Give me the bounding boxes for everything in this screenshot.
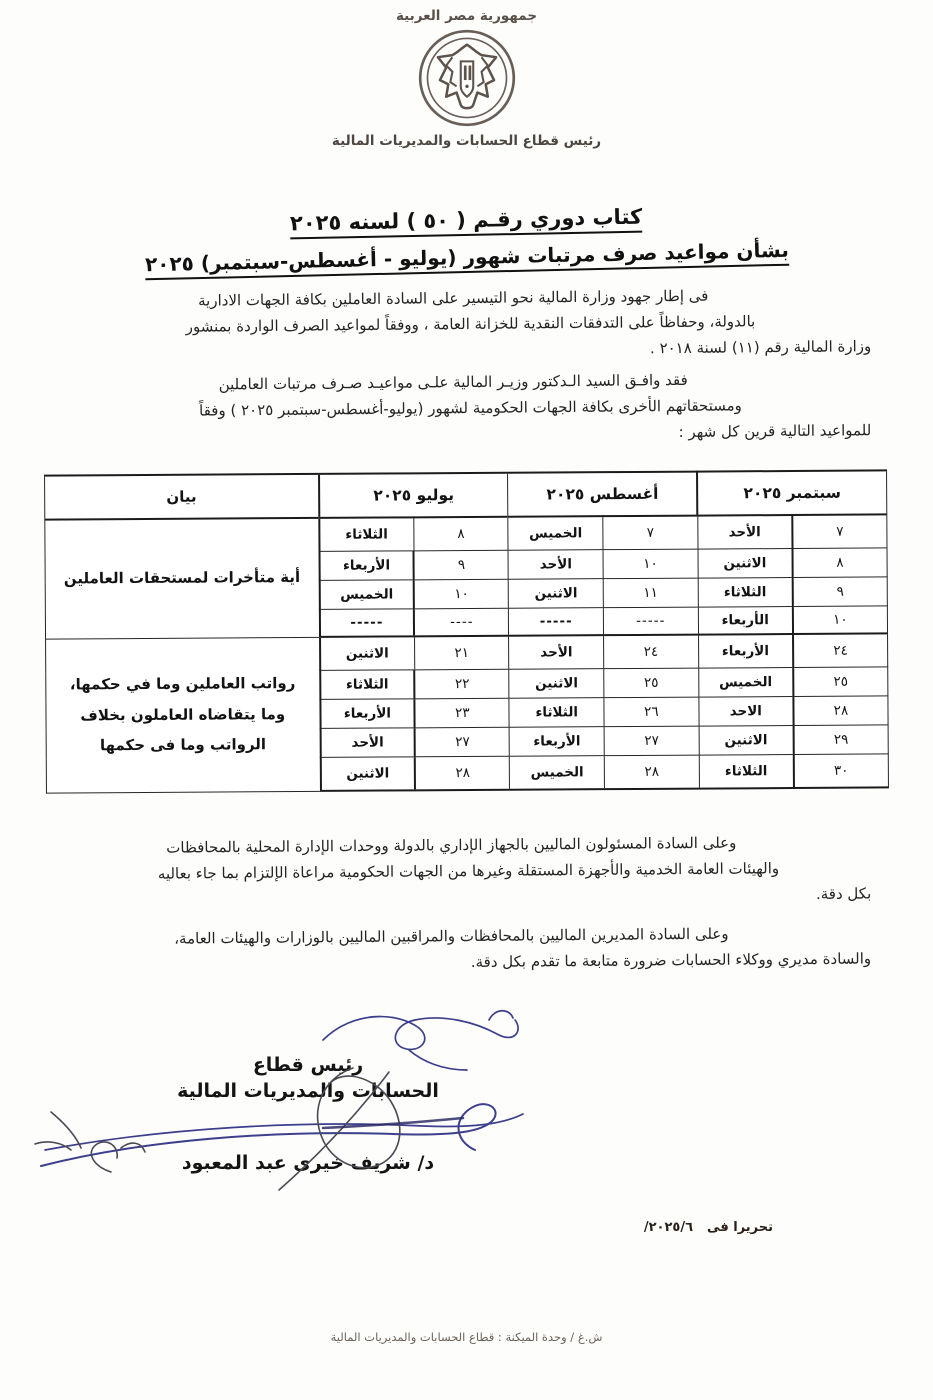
cell-jul-num: ٩: [414, 550, 509, 580]
country-name: جمهورية مصر العربية: [395, 8, 538, 24]
cell-sep-day: الاثنين: [698, 549, 793, 579]
cell-aug-num: ٢٥: [604, 668, 699, 698]
cell-jul-num: ----: [414, 608, 509, 636]
cell-aug-num: ٢٧: [604, 726, 699, 756]
column-header-september: سبتمبر ٢٠٢٥: [697, 470, 887, 515]
approval-paragraph: [70, 366, 872, 451]
egypt-eagle-emblem-icon: [415, 26, 519, 130]
cell-jul-day: -----: [319, 609, 414, 637]
cell-aug-num: ١٠: [603, 549, 698, 579]
cell-aug-num: ٢٦: [604, 697, 699, 727]
cell-sep-day: الثلاثاء: [699, 755, 794, 789]
intro-line-2: بالدولة، وحفاظاً على التدفقات النقدية للخزانة العامة ، ووفقاً لمواعيد الصرف الواردة بمنشور: [185, 312, 756, 336]
cell-aug-num: -----: [603, 607, 698, 635]
table-body: [45, 514, 889, 792]
cell-jul-day: الثلاثاء: [320, 670, 415, 700]
cell-aug-day: الثلاثاء: [509, 698, 604, 728]
cell-aug-num: ١١: [603, 578, 698, 608]
cell-aug-day: الخميس: [510, 756, 605, 790]
cell-jul-num: ٢٣: [415, 698, 510, 728]
cell-jul-day: الاثنين: [320, 636, 415, 670]
instructions-paragraph-2: [66, 920, 871, 979]
cell-sep-day: الاحد: [699, 697, 794, 727]
approval-line-3: للمواعيد التالية قرين كل شهر :: [678, 420, 872, 441]
cell-jul-day: الأحد: [320, 728, 415, 758]
cell-sep-day: الأربعاء: [698, 607, 793, 635]
cell-jul-num: ٢١: [414, 636, 509, 670]
cell-jul-day: الثلاثاء: [319, 517, 414, 551]
cell-jul-num: ٢٧: [415, 727, 510, 757]
issue-date-label: تحريرا فى: [707, 1220, 773, 1235]
cell-aug-day: الأحد: [508, 550, 603, 580]
signatory-name: د/ شريف خيرى عبد المعبود: [181, 1152, 435, 1175]
table-row: [45, 514, 887, 553]
signatory-title-line-2: الحسابات والمديريات المالية: [177, 1080, 439, 1103]
approval-line-2: ومستحقاتهم الأخرى بكافة الجهات الحكومية لشهور (يوليو-أغسطس-سبتمبر ٢٠٢٥ ) وفقاً: [198, 396, 742, 420]
cell-sep-day: الأحد: [698, 515, 793, 549]
cell-jul-day: الأربعاء: [319, 551, 414, 581]
cell-sep-day: الاثنين: [699, 726, 794, 756]
cell-jul-num: ٢٨: [415, 756, 510, 790]
cell-sep-num: ٢٨: [793, 696, 888, 726]
signature-block: [138, 1052, 478, 1174]
document-header: [0, 8, 933, 149]
approval-line-1: فقد وافـق السيد الـدكتور وزيـر المالية علـى مواعيـد صـرف مرتبات العاملين: [218, 370, 688, 394]
intro-line-3: وزارة المالية رقم (١١) لسنة ٢٠١٨ .: [649, 336, 872, 357]
cell-sep-num: ٢٥: [793, 667, 888, 697]
document-title-block: [40, 204, 893, 277]
cell-aug-day: الأحد: [509, 635, 604, 669]
cell-jul-day: الأربعاء: [320, 699, 415, 729]
cell-sep-num: ٨: [792, 548, 887, 578]
intro-paragraph: [70, 282, 872, 367]
cell-aug-day: -----: [509, 608, 604, 636]
column-header-july: يوليو ٢٠٢٥: [319, 473, 509, 518]
table-header-row: [45, 470, 887, 519]
document-footer: ش.غ / وحدة الميكنة : قطاع الحسابات والمديريات المالية: [330, 1330, 603, 1344]
cell-jul-num: ١٠: [414, 579, 509, 609]
instructions-paragraph-1: [66, 829, 872, 913]
instructions2-line-1: وعلى السادة المديرين الماليين بالمحافظات والمراقبين الماليين بالوزارات والهيئات العامة،: [174, 924, 729, 948]
row-group-label-salaries: رواتب العاملين وما في حكمها، وما يتقاضاه العاملون بخلاف الرواتب وما فى حكمها: [46, 637, 321, 793]
cell-aug-num: ٧: [603, 516, 698, 550]
page-subtitle: بشأن مواعيد صرف مرتبات شهور (يوليو - أغسطس-سبتمبر) ٢٠٢٥: [144, 238, 788, 281]
cell-jul-day: الاثنين: [320, 757, 415, 791]
cell-sep-num: ٣٠: [794, 754, 889, 788]
issue-date: [644, 1220, 773, 1235]
cell-aug-day: الاثنين: [509, 669, 604, 699]
table-header: [45, 470, 887, 519]
cell-aug-day: الاثنين: [509, 579, 604, 609]
cell-sep-num: ١٠: [793, 606, 888, 634]
cell-sep-day: الثلاثاء: [698, 578, 793, 608]
cell-sep-num: ٩: [793, 577, 888, 607]
cell-sep-num: ٢٤: [793, 633, 888, 667]
cell-sep-day: الخميس: [698, 668, 793, 698]
cell-sep-num: ٧: [792, 514, 887, 548]
instructions2-line-2: والسادة مديري ووكلاء الحسابات ضرورة متابعة ما تقدم بكل دقة.: [470, 949, 872, 971]
cell-aug-num: ٢٨: [604, 755, 699, 789]
row-group-label-arrears: أية متأخرات لمستحقات العاملين: [45, 518, 320, 639]
cell-jul-num: ٨: [414, 517, 509, 551]
column-header-august: أغسطس ٢٠٢٥: [508, 472, 698, 517]
cell-aug-num: ٢٤: [604, 635, 699, 669]
table-row: [46, 633, 888, 672]
issue-date-value: ٢٠٢٥/٦/: [643, 1220, 694, 1235]
cell-jul-num: ٢٢: [415, 669, 510, 699]
salary-schedule-table: [44, 469, 889, 793]
signatory-title-line-1: رئيس قطاع: [252, 1054, 364, 1076]
cell-aug-day: الأربعاء: [510, 727, 605, 757]
cell-aug-day: الخميس: [508, 516, 603, 550]
cell-sep-day: الأربعاء: [698, 634, 793, 668]
intro-line-1: فى إطار جهود وزارة المالية نحو التيسير على السادة العاملين بكافة الجهات الادارية: [197, 286, 709, 310]
cell-jul-day: الخميس: [319, 580, 414, 610]
salary-schedule-table-wrapper: [44, 469, 889, 793]
cell-sep-num: ٢٩: [793, 725, 888, 755]
instructions1-line-3: بكل دقة.: [815, 884, 872, 903]
column-header-bayan: بيان: [45, 474, 319, 520]
page-title: كتاب دوري رقـم ( ٥٠ ) لسنه ٢٠٢٥: [290, 205, 643, 240]
instructions1-line-2: والهيئات العامة الخدمية والأجهزة المستقلة وغيرها من الجهات الحكومية مراعاة الإلتزام بما جاء بعاليه: [157, 859, 780, 883]
department-name: رئيس قطاع الحسابات والمديريات المالية: [331, 133, 602, 150]
instructions1-line-1: وعلى السادة المسئولون الماليين بالجهاز الإداري بالدولة ووحدات الإدارة المحلية بالمحافظات: [166, 833, 737, 857]
